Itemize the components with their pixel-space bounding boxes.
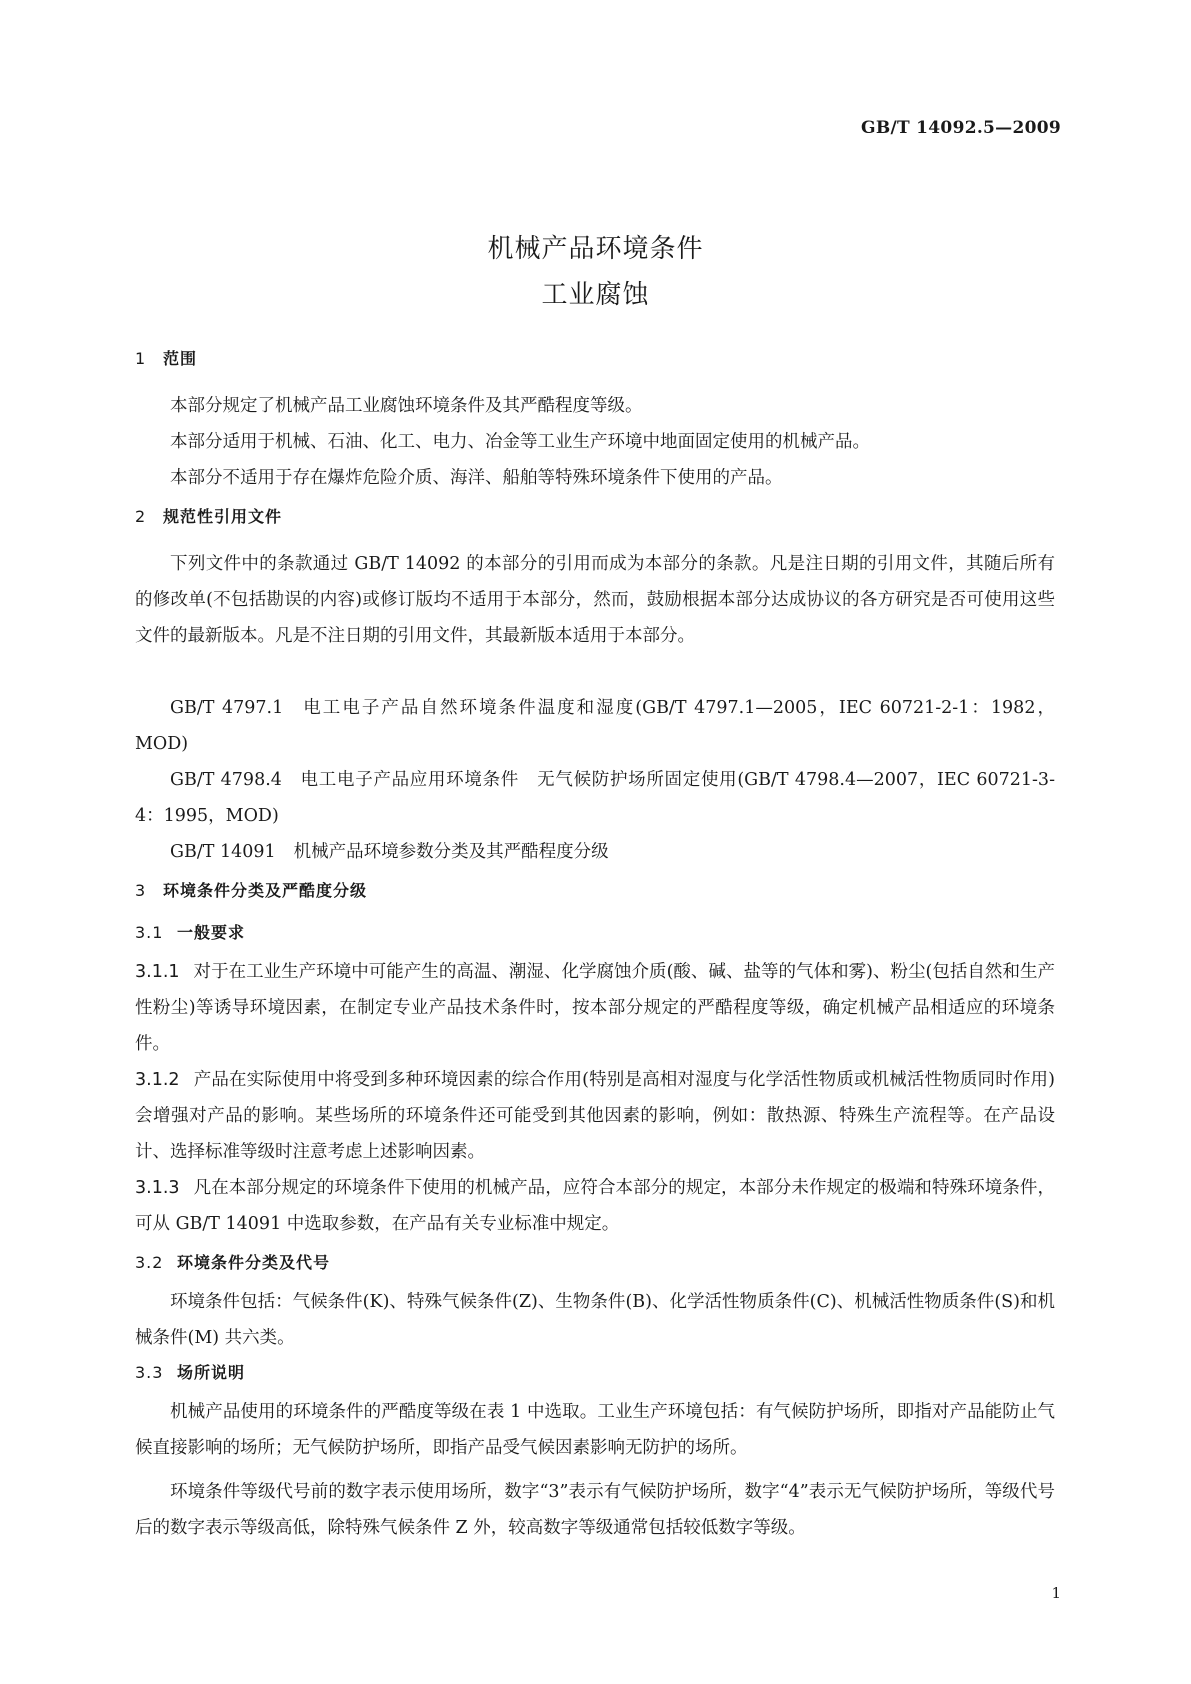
section-number: 3 [135,881,147,900]
reference-text: 机械产品环境参数分类及其严酷程度分级 [293,842,609,862]
reference-code: GB/T 4797.1 [170,698,284,718]
classification-paragraph: 环境条件包括：气候条件(K)、特殊气候条件(Z)、生物条件(B)、化学活性物质条件(C)、机械活性物质条件(S)和机械条件(M) 共六类。 [135,1292,1055,1348]
clause-3-1-1 [135,954,1055,1062]
subsection-title: 一般要求 [177,923,246,942]
clause-number: 3.1.2 [135,1070,180,1090]
reference-text: 电工电子产品应用环境条件 无气候防护场所固定使用(GB/T 4798.4—2007，IEC 60721-3-4：1995，MOD) [135,770,1055,826]
standard-number: GB/T 14092.5—2009 [861,118,1061,138]
clause-text: 产品在实际使用中将受到多种环境因素的综合作用(特别是高相对湿度与化学活性物质或机械活性物质同时作用)会增强对产品的影响。某些场所的环境条件还可能受到其他因素的影响，例如：散热源、特殊生产流程等。在产品设计、选择标准等级时注意考虑上述影响因素。 [135,1070,1055,1162]
clause-number: 3.1.3 [135,1178,180,1198]
location-paragraph-2: 环境条件等级代号前的数字表示使用场所，数字“3”表示有气候防护场所，数字“4”表示无气候防护场所，等级代号后的数字表示等级高低，除特殊气候条件 Z 外，较高数字等级通常包括较低数字等级。 [135,1482,1055,1538]
section-number: 1 [135,349,147,368]
scope-paragraph-3: 本部分不适用于存在爆炸危险介质、海洋、船舶等特殊环境条件下使用的产品。 [170,468,783,488]
reference-code: GB/T 14091 [170,842,276,862]
section-title: 规范性引用文件 [163,507,283,526]
section-title: 环境条件分类及严酷度分级 [163,881,368,900]
subsection-title: 场所说明 [177,1363,246,1382]
reference-code: GB/T 4798.4 [170,770,282,790]
clause-number: 3.1.1 [135,962,180,982]
section-1-heading [135,346,197,369]
document-subtitle: 工业腐蚀 [541,280,650,310]
page-number: 1 [1051,1584,1061,1602]
clause-3-1-2 [135,1062,1055,1170]
subsection-3-1-heading [135,920,245,943]
subsection-number: 3.3 [135,1363,164,1382]
clause-3-1-3 [135,1170,1055,1242]
subsection-3-3-heading [135,1360,245,1383]
section-number: 2 [135,507,147,526]
scope-paragraph-1: 本部分规定了机械产品工业腐蚀环境条件及其严酷程度等级。 [170,396,643,416]
reference-item [135,834,1055,870]
clause-text: 对于在工业生产环境中可能产生的高温、潮湿、化学腐蚀介质(酸、碱、盐等的气体和雾)、粉尘(包括自然和生产性粉尘)等诱导环境因素，在制定专业产品技术条件时，按本部分规定的严酷程度等级，确定机械产品相适应的环境条件。 [135,962,1055,1054]
clause-text: 凡在本部分规定的环境条件下使用的机械产品，应符合本部分的规定，本部分未作规定的极端和特殊环境条件，可从 GB/T 14091 中选取参数，在产品有关专业标准中规定。 [135,1178,1055,1234]
subsection-number: 3.2 [135,1253,164,1272]
document-title: 机械产品环境条件 [487,234,704,264]
scope-paragraph-2: 本部分适用于机械、石油、化工、电力、冶金等工业生产环境中地面固定使用的机械产品。 [170,432,870,452]
reference-item [135,762,1055,834]
subsection-title: 环境条件分类及代号 [177,1253,331,1272]
section-2-heading [135,504,282,527]
section-3-heading [135,878,367,901]
section-title: 范围 [163,349,198,368]
subsection-3-2-heading [135,1250,330,1273]
location-paragraph-1: 机械产品使用的环境条件的严酷度等级在表 1 中选取。工业生产环境包括：有气候防护场所，即指对产品能防止气候直接影响的场所；无气候防护场所，即指产品受气候因素影响无防护的场所。 [135,1402,1055,1458]
reference-text: 电工电子产品自然环境条件温度和湿度(GB/T 4797.1—2005，IEC 60721-2-1：1982，MOD) [135,698,1055,754]
references-intro: 下列文件中的条款通过 GB/T 14092 的本部分的引用而成为本部分的条款。凡是注日期的引用文件，其随后所有的修改单(不包括勘误的内容)或修订版均不适用于本部分，然而，鼓励根据本部分达成协议的各方研究是否可使用这些文件的最新版本。凡是不注日期的引用文件，其最新版本适用于本部分。 [135,554,1055,646]
subsection-number: 3.1 [135,923,164,942]
reference-item [135,690,1055,762]
